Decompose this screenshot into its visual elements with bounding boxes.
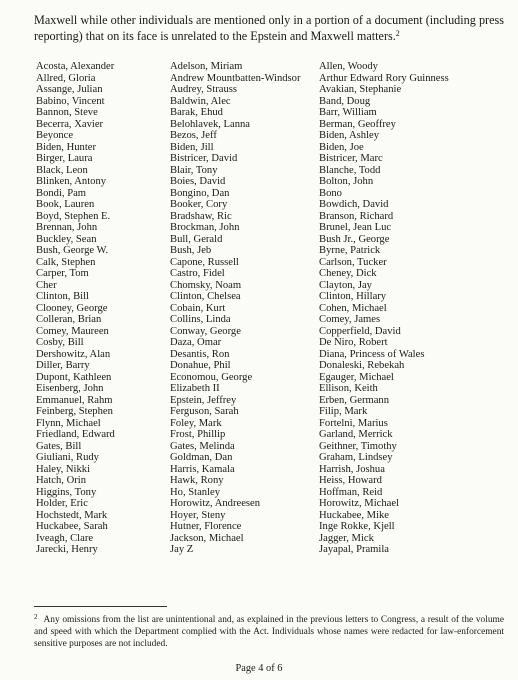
intro-paragraph	[34, 13, 504, 44]
name-entry: Conway, George	[170, 325, 241, 337]
name-entry: Hutner, Florence	[170, 521, 242, 532]
name-entry: Harrish, Joshua	[319, 463, 385, 475]
name-entry: Carlson, Tucker	[319, 256, 387, 268]
name-entry: Audrey, Strauss	[170, 84, 237, 95]
name-entry: Boyd, Stephen E.	[36, 210, 111, 222]
name-entry: Huckabee, Sarah	[36, 521, 108, 532]
name-entry: Buckley, Sean	[36, 233, 97, 245]
names-column-3	[319, 61, 509, 556]
name-entry: Daza, Omar	[170, 337, 222, 348]
name-entry: Allen, Woody	[319, 61, 378, 72]
name-entry: Bistricer, David	[170, 153, 238, 164]
name-entry: Filip, Mark	[319, 406, 368, 417]
name-entry: Barak, Ehud	[170, 107, 223, 118]
name-entry: Epstein, Jeffrey	[170, 394, 237, 406]
name-entry: Donaleski, Rebekah	[319, 360, 405, 371]
name-entry: Foley, Mark	[170, 417, 222, 429]
name-entry: Colleran, Brian	[36, 314, 102, 325]
name-entry: Biden, Joe	[319, 141, 364, 153]
name-entry: Feinberg, Stephen	[36, 406, 113, 417]
name-entry: Huckabee, Mike	[319, 509, 390, 521]
name-entry: Baldwin, Alec	[170, 95, 231, 107]
name-entry: Graham, Lindsey	[319, 452, 393, 463]
name-entry: Avakian, Stephanie	[319, 84, 402, 95]
name-entry: Bannon, Steve	[36, 107, 98, 118]
name-entry: Branson, Richard	[319, 210, 394, 222]
name-entry: Economou, George	[170, 371, 253, 383]
name-entry: Barr, William	[319, 107, 377, 118]
name-entry: Assange, Julian	[36, 84, 103, 95]
name-entry: Desantis, Ron	[170, 348, 230, 360]
name-entry: Allred, Gloria	[36, 72, 96, 84]
name-entry: Eisenberg, John	[36, 383, 104, 394]
name-entry: Iveagh, Clare	[36, 532, 94, 544]
name-entry: Higgins, Tony	[36, 486, 97, 498]
name-entry: Arthur Edward Rory Guinness	[319, 72, 449, 84]
footnote-text: Any omissions from the list are unintentional and, as explained in the previous letters to Congress, a result of the volume and speed with which the Department complied with the Act. Individuals whose names were redacted for law-enforcement sensitive purposes are not included.	[34, 615, 504, 649]
name-entry: Biden, Jill	[170, 141, 214, 153]
name-entry: Cosby, Bill	[36, 337, 84, 348]
name-entry: Birger, Laura	[36, 153, 93, 164]
name-entry: Brockman, John	[170, 222, 240, 233]
name-entry: Adelson, Miriam	[170, 61, 243, 72]
name-entry: Ellison, Keith	[319, 383, 378, 394]
name-entry: Cheney, Dick	[319, 268, 377, 279]
name-entry: Andrew Mountbatten-Windsor	[170, 72, 301, 84]
name-entry: Cher	[36, 279, 57, 291]
name-entry: Bondi, Pam	[36, 187, 87, 199]
name-entry: Hawk, Rony	[170, 475, 224, 486]
name-entry: Hatch, Orin	[36, 475, 87, 486]
name-entry: Egauger, Michael	[319, 371, 394, 383]
name-entry: Bolton, John	[319, 176, 374, 187]
footnote-mark: 2	[34, 613, 38, 621]
name-entry: Belohlavek, Lanna	[170, 118, 251, 130]
name-entry: Ho, Stanley	[170, 486, 221, 498]
name-entry: Ferguson, Sarah	[170, 406, 239, 417]
name-entry: Erben, Germann	[319, 394, 390, 406]
name-entry: Donahue, Phil	[170, 360, 231, 371]
name-entry: Beyonce	[36, 130, 74, 141]
name-entry: Bezos, Jeff	[170, 130, 217, 141]
name-entry: Hochstedt, Mark	[36, 509, 108, 521]
name-entry: Copperfield, David	[319, 325, 401, 337]
name-entry: Diana, Princess of Wales	[319, 348, 425, 360]
name-entry: Bono	[319, 187, 342, 199]
name-entry: Chomsky, Noam	[170, 279, 242, 291]
name-entry: Booker, Cory	[170, 199, 228, 210]
name-entry: Blair, Tony	[170, 164, 218, 176]
name-entry: Bistricer, Marc	[319, 153, 383, 164]
name-entry: Becerra, Xavier	[36, 118, 104, 130]
name-entry: Bowdich, David	[319, 199, 389, 210]
name-entry: Geithner, Timothy	[319, 440, 397, 452]
name-entry: Biden, Ashley	[319, 130, 380, 141]
name-entry: Bush, George W.	[36, 245, 109, 256]
name-entry: Comey, James	[319, 314, 381, 325]
page-number: Page 4 of 6	[235, 663, 283, 674]
name-entry: Bush Jr., George	[319, 233, 390, 245]
name-entry: Diller, Barry	[36, 360, 90, 371]
intro-text: Maxwell while other individuals are mentioned only in a portion of a document (including press reporting) that on its face is unrelated to the Epstein and Maxwell matters.	[34, 13, 504, 43]
name-entry: Jackson, Michael	[170, 532, 244, 544]
name-entry: Gates, Bill	[36, 440, 82, 452]
name-entry: Horowitz, Michael	[319, 498, 400, 509]
names-column-2	[170, 61, 319, 556]
name-entry: Bradshaw, Ric	[170, 210, 232, 222]
names-column-1	[36, 61, 170, 556]
name-entry: Cohen, Michael	[319, 302, 387, 314]
name-entry: Bush, Jeb	[170, 245, 212, 256]
name-entry: Book, Lauren	[36, 199, 95, 210]
name-entry: Brunel, Jean Luc	[319, 222, 392, 233]
name-entry: Berman, Geoffrey	[319, 118, 396, 130]
footnote-reference: 2	[395, 28, 400, 38]
name-entry: Clooney, George	[36, 302, 108, 314]
name-entry: Calk, Stephen	[36, 256, 96, 268]
footnote	[34, 615, 504, 650]
name-entry: Clinton, Bill	[36, 291, 89, 302]
name-entry: Clayton, Jay	[319, 279, 372, 291]
name-entry: Jarecki, Henry	[36, 544, 98, 555]
name-entry: Horowitz, Andreesen	[170, 498, 261, 509]
name-entry: Bull, Gerald	[170, 233, 223, 245]
name-entry: Castro, Fidel	[170, 268, 225, 279]
name-entry: Cobain, Kurt	[170, 302, 226, 314]
name-entry: Band, Doug	[319, 95, 371, 107]
name-entry: Babino, Vincent	[36, 95, 105, 107]
name-entry: Elizabeth II	[170, 383, 220, 394]
name-entry: Giuliani, Rudy	[36, 452, 99, 463]
name-entry: Gates, Melinda	[170, 440, 235, 452]
name-entry: Friedland, Edward	[36, 429, 115, 440]
names-list	[36, 61, 509, 556]
name-entry: Acosta, Alexander	[36, 61, 115, 72]
name-entry: Jayapal, Pramila	[319, 544, 390, 555]
name-entry: Clinton, Chelsea	[170, 291, 241, 302]
name-entry: Goldman, Dan	[170, 452, 233, 463]
name-entry: Comey, Maureen	[36, 325, 109, 337]
name-entry: Hoffman, Reid	[319, 486, 383, 498]
name-entry: Harris, Kamala	[170, 463, 235, 475]
name-entry: Emmanuel, Rahm	[36, 394, 113, 406]
name-entry: Jay Z	[170, 544, 194, 555]
name-entry: Fortelni, Marius	[319, 417, 388, 429]
footnote-divider	[34, 606, 167, 607]
name-entry: Capone, Russell	[170, 256, 239, 268]
name-entry: Blanche, Todd	[319, 164, 381, 176]
name-entry: Dupont, Kathleen	[36, 371, 112, 383]
name-entry: Biden, Hunter	[36, 141, 97, 153]
name-entry: Holder, Eric	[36, 498, 88, 509]
name-entry: Hoyer, Steny	[170, 509, 226, 521]
name-entry: Flynn, Michael	[36, 417, 101, 429]
name-entry: Byrne, Patrick	[319, 245, 381, 256]
name-entry: Carper, Tom	[36, 268, 89, 279]
name-entry: Blinken, Antony	[36, 176, 107, 187]
name-entry: Frost, Phillip	[170, 429, 226, 440]
name-entry: Garland, Merrick	[319, 429, 393, 440]
name-entry: Black, Leon	[36, 164, 88, 176]
name-entry: Inge Rokke, Kjell	[319, 521, 395, 532]
name-entry: Brennan, John	[36, 222, 98, 233]
name-entry: Bongino, Dan	[170, 187, 230, 199]
name-entry: Dershowitz, Alan	[36, 348, 111, 360]
name-entry: Collins, Linda	[170, 314, 231, 325]
name-entry: Boies, David	[170, 176, 226, 187]
name-entry: Heiss, Howard	[319, 475, 382, 486]
name-entry: Jagger, Mick	[319, 532, 374, 544]
name-entry: Haley, Nikki	[36, 463, 91, 475]
name-entry: De Niro, Robert	[319, 337, 388, 348]
name-entry: Clinton, Hillary	[319, 291, 387, 302]
